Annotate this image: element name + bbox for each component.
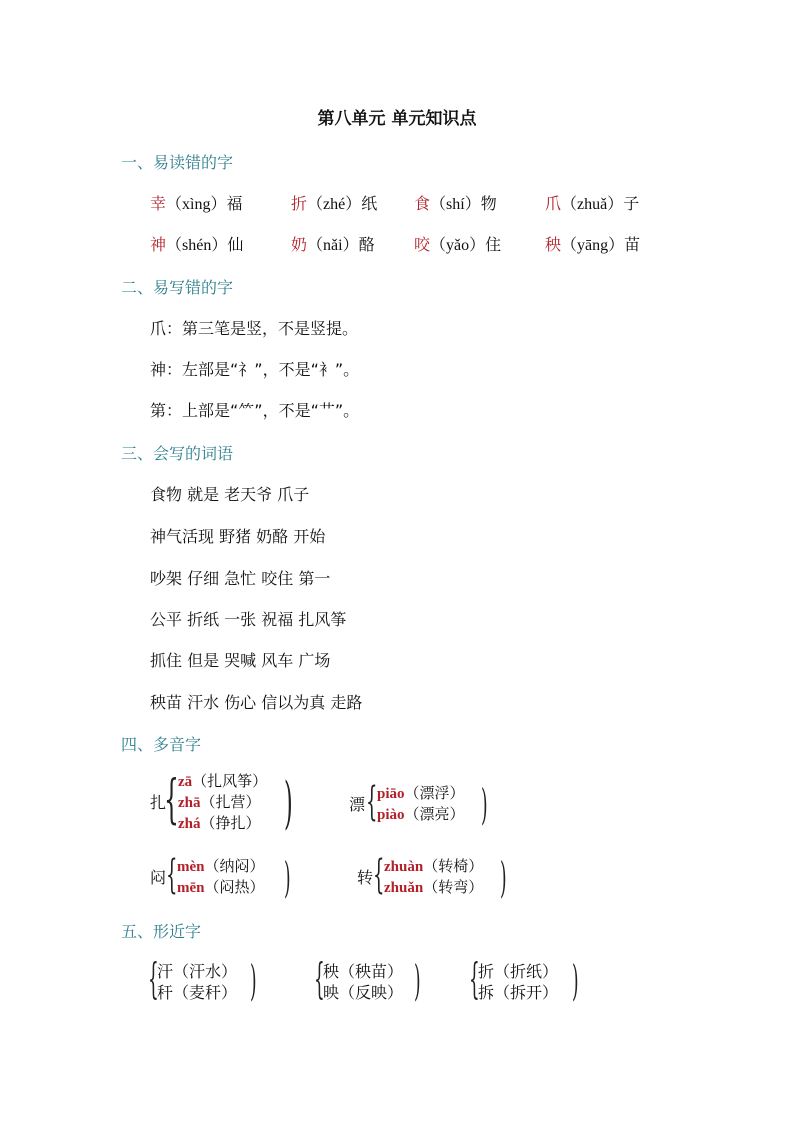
- reading-word: （转椅）: [423, 857, 484, 875]
- reading-item: 咬（yǎo）住: [414, 235, 502, 254]
- polyphone-reading: [384, 876, 483, 897]
- left-brace: {: [164, 770, 179, 830]
- reading-char: 秧: [545, 235, 562, 254]
- reading-item: 秧（yāng）苗: [545, 235, 641, 254]
- polyphone-reading: [178, 812, 261, 833]
- similar-char-row: 秧（秧苗）: [323, 962, 404, 981]
- reading-pinyin: shén: [182, 237, 212, 254]
- similar-char-row: 映（反映）: [323, 983, 404, 1002]
- left-brace: {: [373, 852, 385, 898]
- writing-note: 神：左部是“礻”，不是“衤”。: [150, 360, 360, 379]
- reading-pinyin: zhá: [178, 816, 201, 832]
- polyphone-reading: [377, 782, 465, 803]
- polyphone-reading: [177, 855, 265, 876]
- reading-word: （扎营）: [200, 793, 261, 811]
- section-heading-5: 五、形近字: [121, 922, 202, 941]
- polyphone-reading: [178, 770, 267, 791]
- reading-item: 食（shí）物: [414, 194, 497, 213]
- polyphone-char: 闷: [150, 868, 167, 887]
- reading-pinyin: mèn: [177, 859, 205, 875]
- polyphone-reading: [178, 791, 261, 812]
- right-paren: ): [500, 853, 507, 902]
- reading-item: 幸（xìng）福: [150, 194, 243, 213]
- polyphone-group: [349, 779, 499, 830]
- word-list-line: 神气活现 野猪 奶酪 开始: [150, 527, 326, 546]
- reading-char: 奶: [291, 235, 308, 254]
- similar-char-row: 拆（拆开）: [478, 983, 559, 1002]
- reading-word: （纳闷）: [204, 857, 265, 875]
- polyphone-group: [357, 852, 517, 903]
- reading-char: 幸: [150, 194, 167, 213]
- polyphone-group: [150, 852, 300, 903]
- reading-rest: 苗: [624, 235, 641, 254]
- reading-pinyin: xìng: [182, 196, 211, 213]
- reading-rest: 仙: [227, 235, 244, 254]
- left-brace: {: [148, 954, 159, 1003]
- reading-pinyin: yǎo: [446, 237, 470, 254]
- reading-pinyin: piāo: [377, 786, 405, 802]
- reading-rest: 子: [623, 194, 640, 213]
- reading-pinyin: zhuǎn: [384, 880, 424, 896]
- word-list-line: 吵架 仔细 急忙 咬住 第一: [150, 569, 331, 588]
- similar-char-row: 秆（麦秆）: [157, 983, 238, 1002]
- section-heading-3: 三、会写的词语: [121, 444, 234, 463]
- reading-item: 神（shén）仙: [150, 235, 244, 254]
- reading-pinyin: yāng: [577, 237, 609, 254]
- reading-word: （转弯）: [423, 878, 484, 896]
- reading-pinyin: zhā: [178, 795, 201, 811]
- reading-word: （挣扎）: [200, 814, 261, 832]
- reading-pinyin: zhuǎ: [577, 196, 608, 213]
- page-title: 第八单元 单元知识点: [317, 109, 477, 129]
- polyphone-reading: [377, 803, 465, 824]
- reading-pinyin: shí: [446, 196, 465, 213]
- writing-note: 第：上部是“⺮”，不是“艹”。: [150, 401, 360, 420]
- reading-word: （闷热）: [204, 878, 265, 896]
- word-list-line: 秧苗 汗水 伤心 信以为真 走路: [150, 693, 363, 712]
- similar-char-row: 汗（汗水）: [157, 962, 238, 981]
- reading-rest: 住: [485, 235, 502, 254]
- similar-char-group: [469, 954, 584, 1005]
- reading-char: 咬: [414, 235, 431, 254]
- reading-pinyin: zā: [178, 774, 193, 790]
- right-paren: ): [572, 956, 579, 1005]
- left-brace: {: [314, 954, 325, 1003]
- reading-char: 食: [414, 194, 431, 213]
- reading-item: 奶（nǎi）酪: [291, 235, 375, 254]
- right-paren: ): [284, 853, 291, 902]
- right-paren: ): [250, 956, 257, 1005]
- reading-pinyin: nǎi: [323, 237, 343, 254]
- writing-note: 爪：第三笔是竖，不是竖提。: [150, 319, 359, 338]
- reading-item: 折（zhé）纸: [291, 194, 378, 213]
- polyphone-char: 转: [357, 868, 374, 887]
- polyphone-reading: [177, 876, 265, 897]
- reading-pinyin: mēn: [177, 880, 205, 896]
- reading-rest: 纸: [361, 194, 378, 213]
- left-brace: {: [366, 779, 378, 825]
- polyphone-char: 漂: [349, 795, 366, 814]
- section-heading-4: 四、多音字: [121, 735, 202, 754]
- left-brace: {: [166, 852, 178, 898]
- right-paren: ): [284, 771, 293, 836]
- similar-char-group: [314, 954, 429, 1005]
- left-brace: {: [469, 954, 480, 1003]
- reading-pinyin: piào: [377, 807, 405, 823]
- word-list-line: 抓住 但是 哭喊 风车 广场: [150, 651, 331, 670]
- reading-char: 爪: [545, 194, 562, 213]
- reading-pinyin: zhé: [323, 196, 346, 213]
- reading-word: （扎风筝）: [192, 772, 268, 790]
- polyphone-group: [150, 770, 300, 840]
- word-list-line: 食物 就是 老天爷 爪子: [150, 485, 310, 504]
- reading-char: 折: [291, 194, 308, 213]
- polyphone-char: 扎: [150, 793, 167, 812]
- reading-rest: 物: [480, 194, 497, 213]
- right-paren: ): [414, 956, 421, 1005]
- similar-char-row: 折（折纸）: [478, 962, 559, 981]
- polyphone-reading: [384, 855, 483, 876]
- section-heading-2: 二、易写错的字: [121, 278, 234, 297]
- reading-item: 爪（zhuǎ）子: [545, 194, 640, 213]
- reading-rest: 酪: [358, 235, 375, 254]
- reading-char: 神: [150, 235, 167, 254]
- word-list-line: 公平 折纸 一张 祝福 扎风筝: [150, 610, 347, 629]
- similar-char-group: [148, 954, 263, 1005]
- reading-pinyin: zhuàn: [384, 859, 424, 875]
- right-paren: ): [481, 780, 488, 829]
- reading-word: （漂亮）: [404, 805, 465, 823]
- reading-word: （漂浮）: [404, 784, 465, 802]
- reading-rest: 福: [226, 194, 243, 213]
- section-heading-1: 一、易读错的字: [121, 153, 234, 172]
